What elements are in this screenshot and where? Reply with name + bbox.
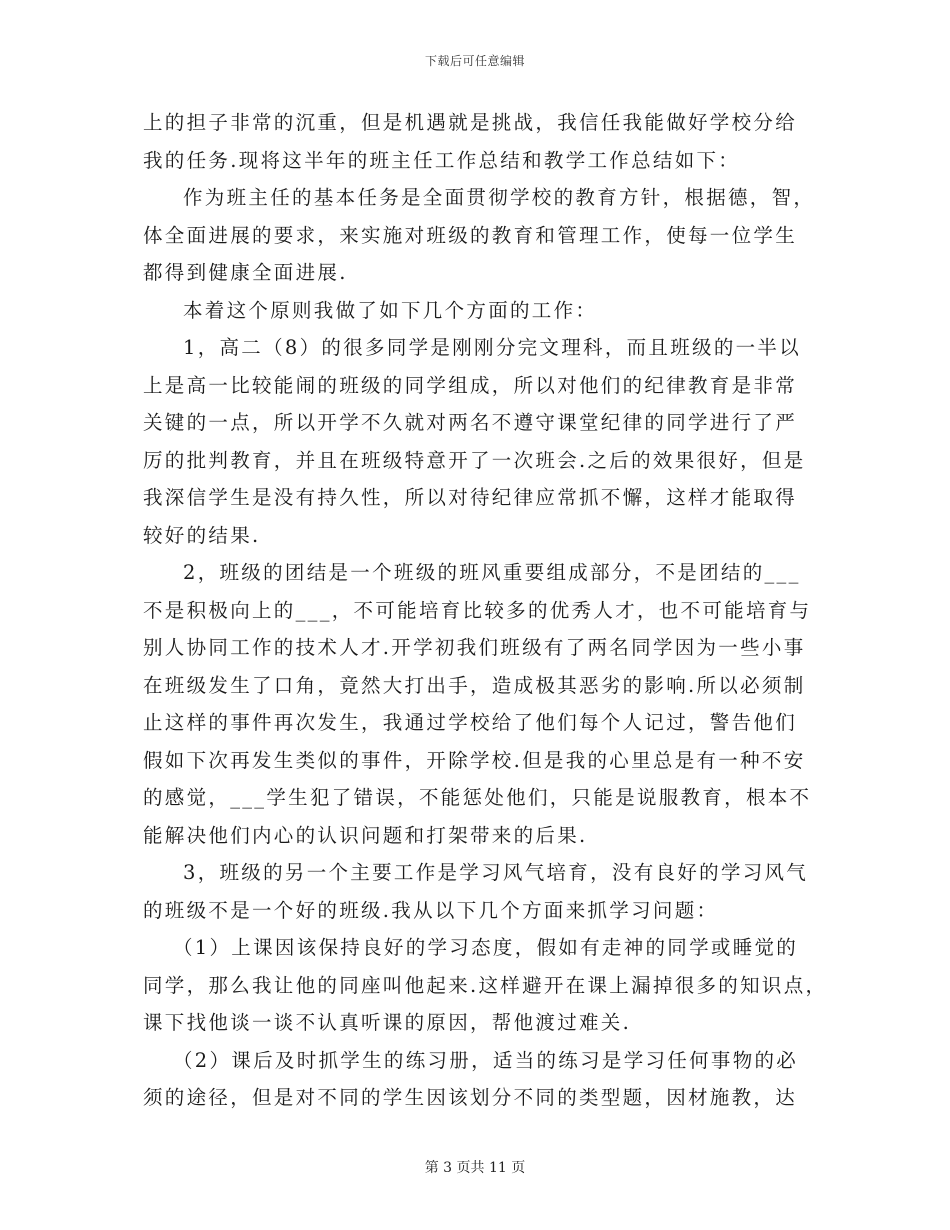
body-line: 不是积极向上的___，不可能培育比较多的优秀人才，也不可能培育与 xyxy=(143,598,812,622)
body-line: 在班级发生了口角，竟然大打出手，造成极其恶劣的影响.所以必须制 xyxy=(143,673,806,697)
body-line: 能解决他们内心的认识问题和打架带来的后果. xyxy=(143,823,588,847)
paragraph-start-line: 3，班级的另一个主要工作是学习风气培育，没有良好的学习风气 xyxy=(183,861,809,884)
body-line: 关键的一点，所以开学不久就对两名不遵守课堂纪律的同学进行了严 xyxy=(143,411,798,434)
body-line: 我深信学生是没有持久性，所以对待纪律应常抓不懈，这样才能取得 xyxy=(143,486,798,509)
body-line: 上的担子非常的沉重，但是机遇就是挑战，我信任我能做好学校分给 xyxy=(143,111,798,134)
list-item-start-line: （1）上课因该保持良好的学习态度，假如有走神的同学或睡觉的 xyxy=(173,936,799,959)
document-body xyxy=(143,104,828,1117)
body-line: 别人协同工作的技术人才.开学初我们班级有了两名同学因为一些小事 xyxy=(143,636,806,659)
body-line: 体全面进展的要求，来实施对班级的教育和管理工作，使每一位学生 xyxy=(143,223,798,247)
body-line: 须的途径，但是对不同的学生因该划分不同的类型题，因材施教，达 xyxy=(143,1086,798,1109)
body-line: 的班级不是一个好的班级.我从以下几个方面来抓学习问题： xyxy=(143,898,719,922)
paragraph-start-line: 2，班级的团结是一个班级的班风重要组成部分，不是团结的___ xyxy=(183,561,801,584)
list-item-start-line: （2）课后及时抓学生的练习册，适当的练习是学习任何事物的必 xyxy=(173,1048,799,1072)
body-line: 都得到健康全面进展. xyxy=(143,261,348,284)
body-line: 较好的结果. xyxy=(143,523,261,547)
body-line: 同学，那么我让他的同座叫他起来.这样避开在课上漏掉很多的知识点， xyxy=(143,973,828,997)
body-line: 厉的批判教育，并且在班级特意开了一次班会.之后的效果很好，但是 xyxy=(143,448,806,472)
page-header: 下载后可任意编辑 xyxy=(424,54,525,68)
body-line: 上是高一比较能闹的班级的同学组成，所以对他们的纪律教育是非常 xyxy=(143,373,798,397)
body-line: 假如下次再发生类似的事件，开除学校.但是我的心里总是有一种不安 xyxy=(143,748,806,772)
page-number-footer: 第 3 页共 11 页 xyxy=(424,1160,526,1176)
paragraph-start-line: 作为班主任的基本任务是全面贯彻学校的教育方针，根据德，智， xyxy=(183,186,816,209)
body-line: 我的任务.现将这半年的班主任工作总结和教学工作总结如下： xyxy=(143,148,741,172)
body-line: 的感觉，___学生犯了错误，不能惩处他们，只能是说服教育，根本不 xyxy=(143,786,812,809)
body-line: 止这样的事件再次发生，我通过学校给了他们每个人记过，警告他们 xyxy=(143,711,798,734)
body-line: 课下找他谈一谈不认真听课的原因，帮他渡过难关. xyxy=(143,1011,632,1034)
paragraph-start-line: 本着这个原则我做了如下几个方面的工作： xyxy=(183,298,598,322)
paragraph-start-line: 1，高二（8）的很多同学是刚刚分完文理科，而且班级的一半以 xyxy=(183,336,802,359)
